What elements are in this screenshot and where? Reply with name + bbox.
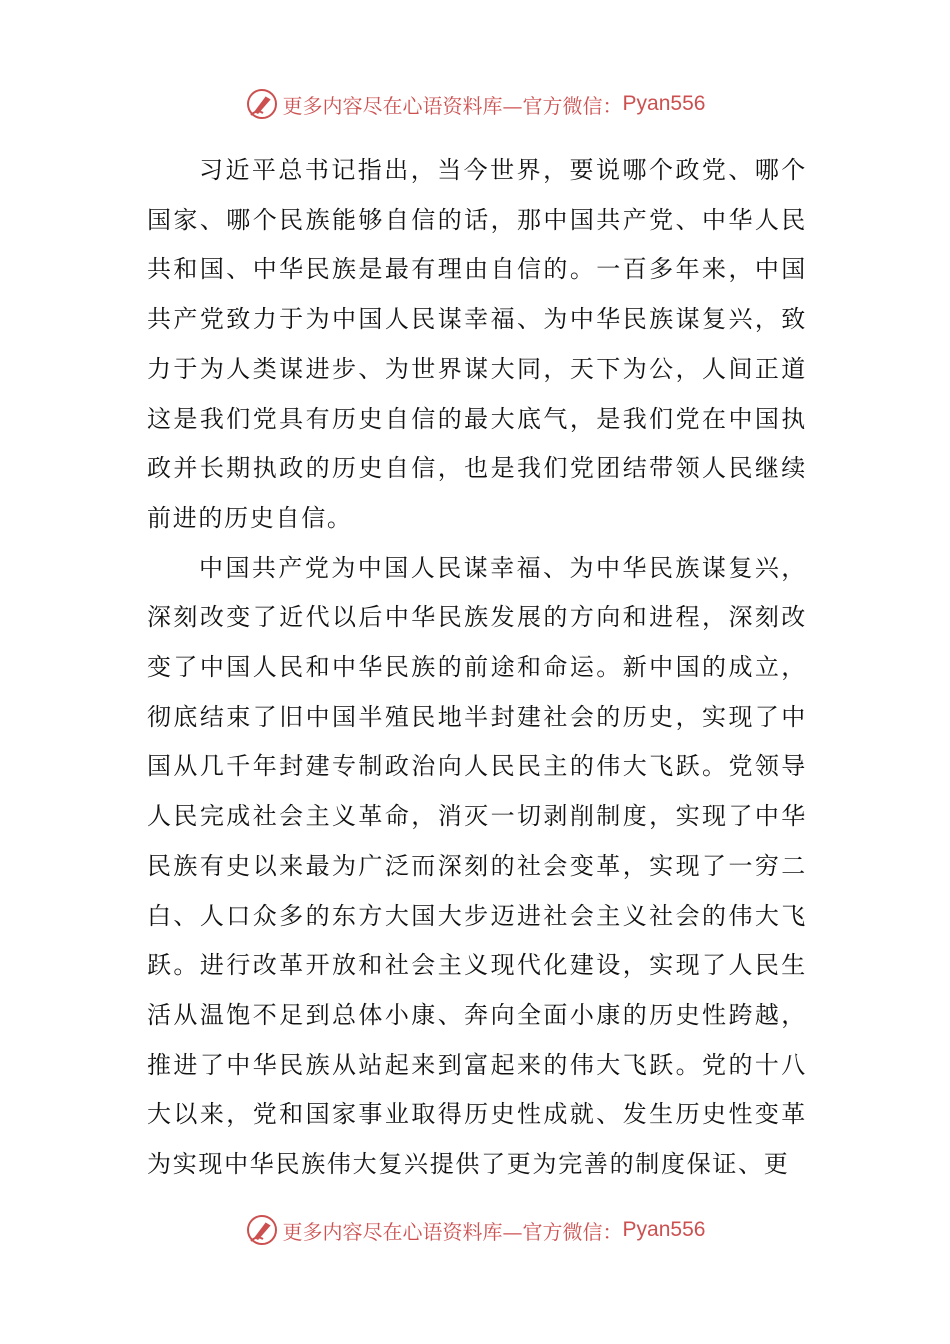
document-body <box>147 146 807 1190</box>
header-banner <box>0 84 950 124</box>
paragraph-1: 习近平总书记指出，当今世界，要说哪个政党、哪个国家、哪个民族能够自信的话，那中国共产党、中华人民共和国、中华民族是最有理由自信的。一百多年来，中国共产党致力于为中国人民谋幸福、为中华民族谋复兴，致力于为人类谋进步、为世界谋大同，天下为公，人间正道这是我们党具有历史自信的最大底气，是我们党在中国执政并长期执政的历史自信，也是我们党团结带领人民继续前进的历史自信。 <box>147 156 807 532</box>
footer-banner-handle: Pyan556 <box>622 1218 706 1241</box>
pen-nib-logo-icon <box>245 1213 279 1247</box>
header-banner-handle: Pyan556 <box>622 92 706 115</box>
pen-nib-logo-icon <box>245 87 279 121</box>
paragraph-2: 中国共产党为中国人民谋幸福、为中华民族谋复兴，深刻改变了近代以后中华民族发展的方向和进程，深刻改变了中国人民和中华民族的前途和命运。新中国的成立，彻底结束了旧中国半殖民地半封建社会的历史，实现了中国从几千年封建专制政治向人民民主的伟大飞跃。党领导人民完成社会主义革命，消灭一切剥削制度，实现了中华民族有史以来最为广泛而深刻的社会变革，实现了一穷二白、人口众多的东方大国大步迈进社会主义社会的伟大飞跃。进行改革开放和社会主义现代化建设，实现了人民生活从温饱不足到总体小康、奔向全面小康的历史性跨越，推进了中华民族从站起来到富起来的伟大飞跃。党的十八大以来，党和国家事业取得历史性成就、发生历史性变革为实现中华民族伟大复兴提供了更为完善的制度保证、更 <box>147 553 807 1179</box>
footer-banner-text: 更多内容尽在心语资料库—官方微信： <box>282 1219 623 1244</box>
footer-banner <box>0 1210 950 1250</box>
header-banner-text: 更多内容尽在心语资料库—官方微信： <box>282 93 623 118</box>
